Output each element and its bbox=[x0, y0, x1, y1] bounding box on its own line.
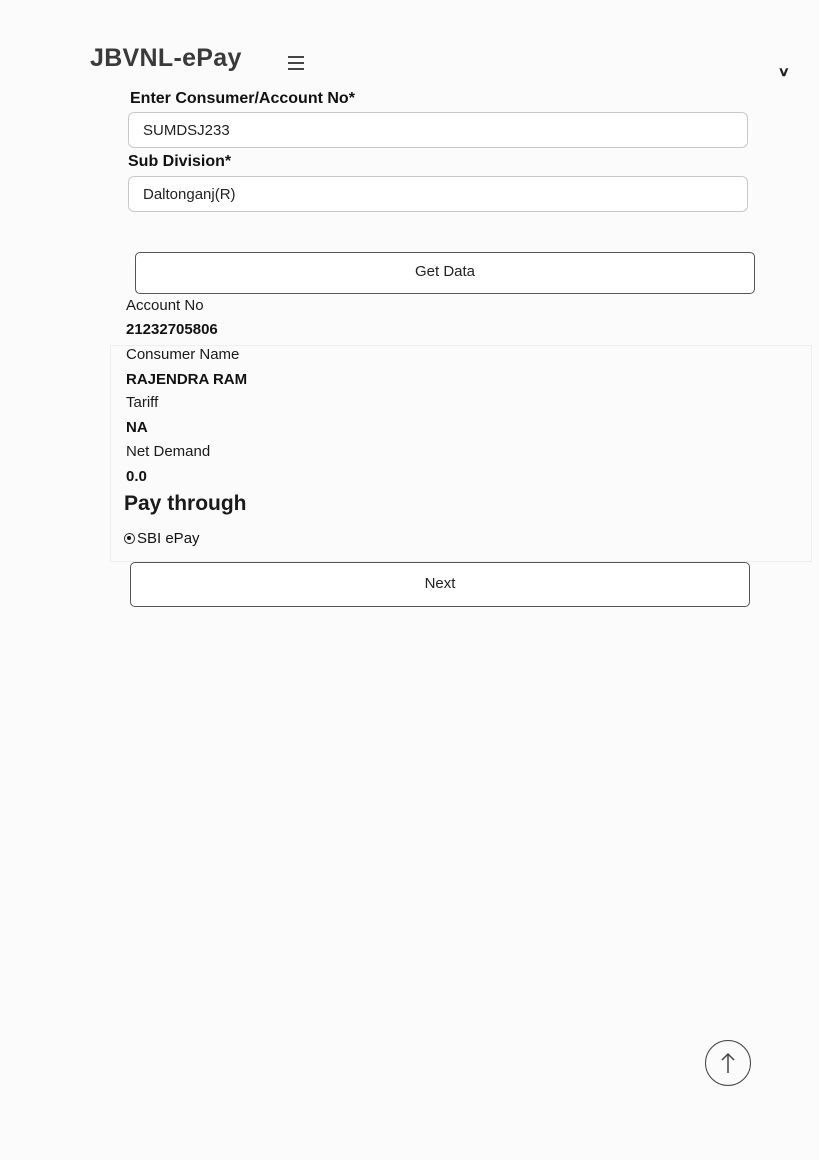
tariff-value: NA bbox=[126, 419, 148, 436]
account-no-value: 21232705806 bbox=[126, 321, 218, 338]
account-no-label: Account No bbox=[126, 297, 204, 314]
next-button[interactable]: Next bbox=[130, 562, 750, 607]
consumer-number-label: Enter Consumer/Account No* bbox=[130, 90, 355, 107]
consumer-number-input[interactable]: SUMDSJ233 bbox=[128, 112, 748, 148]
consumer-name-label: Consumer Name bbox=[126, 346, 240, 363]
subdivision-select[interactable]: Daltonganj(R) bbox=[128, 176, 748, 212]
radio-selected-icon[interactable] bbox=[124, 533, 135, 544]
sbi-epay-option[interactable] bbox=[124, 530, 200, 547]
sbi-epay-label: SBI ePay bbox=[137, 530, 200, 547]
scroll-to-top-button[interactable] bbox=[705, 1040, 751, 1086]
net-demand-label: Net Demand bbox=[126, 443, 211, 460]
subdivision-label: Sub Division* bbox=[128, 153, 232, 170]
net-demand-value: 0.0 bbox=[126, 468, 147, 485]
get-data-button[interactable]: Get Data bbox=[135, 252, 755, 294]
tariff-label: Tariff bbox=[126, 394, 159, 411]
hamburger-menu-icon[interactable] bbox=[288, 56, 304, 70]
pay-through-heading: Pay through bbox=[124, 492, 247, 515]
arrow-up-icon bbox=[719, 1052, 737, 1074]
consumer-name-value: RAJENDRA RAM bbox=[126, 371, 248, 388]
app-brand: JBVNL-ePay bbox=[90, 44, 242, 72]
chevron-down-icon[interactable]: ∨ bbox=[777, 64, 790, 79]
